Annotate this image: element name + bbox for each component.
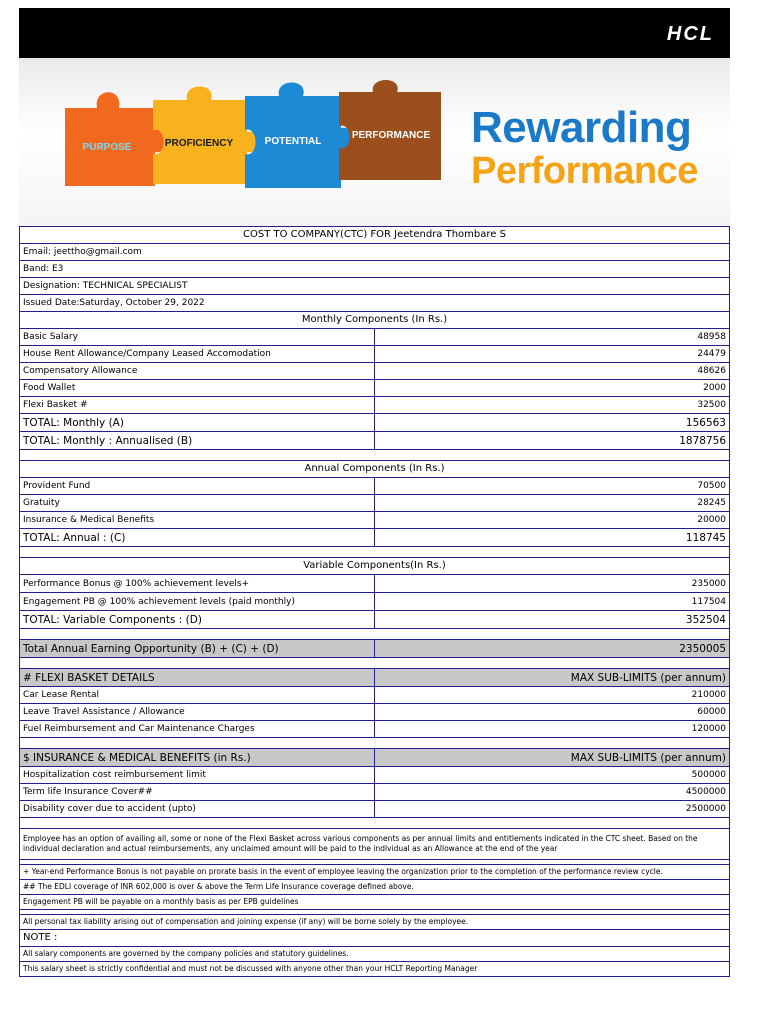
row-value: 4500000 — [375, 784, 730, 801]
total-b-value: 1878756 — [375, 432, 730, 450]
spacer — [20, 818, 730, 829]
table-row — [20, 329, 730, 346]
row-label: Disability cover due to accident (upto) — [20, 801, 375, 818]
spacer — [20, 629, 730, 640]
ctc-title: COST TO COMPANY(CTC) FOR Jeetendra Thombare S — [20, 227, 730, 244]
table-row — [20, 346, 730, 363]
row-value: 210000 — [375, 687, 730, 704]
puzzle-piece-proficiency — [153, 87, 258, 185]
puzzle-label-potential: POTENTIAL — [264, 136, 322, 147]
row-value: 48626 — [375, 363, 730, 380]
table-row — [20, 801, 730, 818]
flexi-heading: # FLEXI BASKET DETAILS — [20, 669, 375, 687]
table-row — [20, 721, 730, 738]
row-value: 24479 — [375, 346, 730, 363]
row-label: Fuel Reimbursement and Car Maintenance Charges — [20, 721, 375, 738]
band-field: Band: E3 — [20, 261, 730, 278]
total-a-label: TOTAL: Monthly (A) — [20, 414, 375, 432]
puzzle-label-proficiency: PROFICIENCY — [164, 138, 234, 149]
insurance-sublimit-label: MAX SUB-LIMITS (per annum) — [375, 749, 730, 767]
annual-heading: Annual Components (In Rs.) — [20, 461, 730, 478]
variable-heading: Variable Components(In Rs.) — [20, 558, 730, 575]
puzzle-piece-purpose — [65, 92, 166, 186]
grand-total-value: 2350005 — [375, 640, 730, 658]
bonus-note: + Year-end Performance Bonus is not payable on prorate basis in the event of employee leaving the organization prior to the completion of the performance review cycle. — [20, 865, 730, 880]
spacer — [20, 547, 730, 558]
total-b-label: TOTAL: Monthly : Annualised (B) — [20, 432, 375, 450]
row-label: Car Lease Rental — [20, 687, 375, 704]
note-label: NOTE : — [20, 930, 730, 947]
table-row — [20, 784, 730, 801]
row-value: 70500 — [375, 478, 730, 495]
flexi-note: Employee has an option of availing all, some or none of the Flexi Basket across various components as per annual limits and entitlements indicated in the CTC sheet. Based on the individual declaration and actual reimbursements, any unclaimed amount will be paid to the individual as an Allowance at the end of the year — [20, 829, 730, 860]
total-d-value: 352504 — [375, 611, 730, 629]
edli-note: ## The EDLI coverage of INR 602,000 is over & above the Term Life Insurance coverage defined above. — [20, 880, 730, 895]
row-label: Food Wallet — [20, 380, 375, 397]
row-value: 28245 — [375, 495, 730, 512]
offer-document — [19, 8, 730, 977]
ctc-table — [19, 226, 730, 977]
row-label: House Rent Allowance/Company Leased Accomodation — [20, 346, 375, 363]
spacer — [20, 450, 730, 461]
tax-note: All personal tax liability arising out of compensation and joining expense (if any) will be borne solely by the employee. — [20, 915, 730, 930]
total-a-value: 156563 — [375, 414, 730, 432]
spacer — [20, 658, 730, 669]
row-value: 2500000 — [375, 801, 730, 818]
row-value: 235000 — [375, 575, 730, 593]
row-label: Performance Bonus @ 100% achievement levels+ — [20, 575, 375, 593]
banner — [19, 58, 730, 226]
table-row — [20, 593, 730, 611]
row-value: 117504 — [375, 593, 730, 611]
table-row — [20, 704, 730, 721]
headline-performance: Performance — [471, 150, 698, 192]
spacer — [20, 738, 730, 749]
headline-rewarding: Rewarding — [471, 103, 692, 152]
confidential-note: This salary sheet is strictly confidential and must not be discussed with anyone other than your HCLT Reporting Manager — [20, 962, 730, 977]
total-c-value: 118745 — [375, 529, 730, 547]
flexi-sublimit-label: MAX SUB-LIMITS (per annum) — [375, 669, 730, 687]
hcl-logo: HCL — [666, 23, 714, 45]
email-field: Email: jeettho@gmail.com — [20, 244, 730, 261]
table-row — [20, 363, 730, 380]
table-row — [20, 767, 730, 784]
puzzle-label-performance: PERFORMANCE — [351, 130, 431, 141]
issued-date-field: Issued Date:Saturday, October 29, 2022 — [20, 295, 730, 312]
epb-note: Engagement PB will be payable on a monthly basis as per EPB guidelines — [20, 895, 730, 910]
table-row — [20, 495, 730, 512]
puzzle-label-purpose: PURPOSE — [82, 142, 132, 153]
puzzle-graphic — [57, 78, 457, 203]
grand-total-label: Total Annual Earning Opportunity (B) + (C) + (D) — [20, 640, 375, 658]
row-label: Insurance & Medical Benefits — [20, 512, 375, 529]
row-value: 2000 — [375, 380, 730, 397]
row-value: 500000 — [375, 767, 730, 784]
row-label: Term life Insurance Cover## — [20, 784, 375, 801]
table-row — [20, 478, 730, 495]
row-label: Engagement PB @ 100% achievement levels (paid monthly) — [20, 593, 375, 611]
row-label: Hospitalization cost reimbursement limit — [20, 767, 375, 784]
table-row — [20, 380, 730, 397]
row-label: Basic Salary — [20, 329, 375, 346]
row-label: Provident Fund — [20, 478, 375, 495]
banner-headline — [471, 103, 698, 192]
designation-field: Designation: TECHNICAL SPECIALIST — [20, 278, 730, 295]
row-value: 48958 — [375, 329, 730, 346]
row-value: 32500 — [375, 397, 730, 414]
puzzle-piece-performance — [339, 80, 441, 180]
monthly-heading: Monthly Components (In Rs.) — [20, 312, 730, 329]
row-value: 120000 — [375, 721, 730, 738]
insurance-heading: $ INSURANCE & MEDICAL BENEFITS (in Rs.) — [20, 749, 375, 767]
header-bar — [19, 8, 730, 58]
total-c-label: TOTAL: Annual : (C) — [20, 529, 375, 547]
row-label: Compensatory Allowance — [20, 363, 375, 380]
row-label: Gratuity — [20, 495, 375, 512]
table-row — [20, 687, 730, 704]
table-row — [20, 575, 730, 593]
table-row — [20, 512, 730, 529]
table-row — [20, 397, 730, 414]
row-label: Leave Travel Assistance / Allowance — [20, 704, 375, 721]
puzzle-piece-potential — [245, 83, 352, 189]
policy-note: All salary components are governed by the company policies and statutory guidelines. — [20, 947, 730, 962]
row-value: 20000 — [375, 512, 730, 529]
total-d-label: TOTAL: Variable Components : (D) — [20, 611, 375, 629]
row-value: 60000 — [375, 704, 730, 721]
row-label: Flexi Basket # — [20, 397, 375, 414]
